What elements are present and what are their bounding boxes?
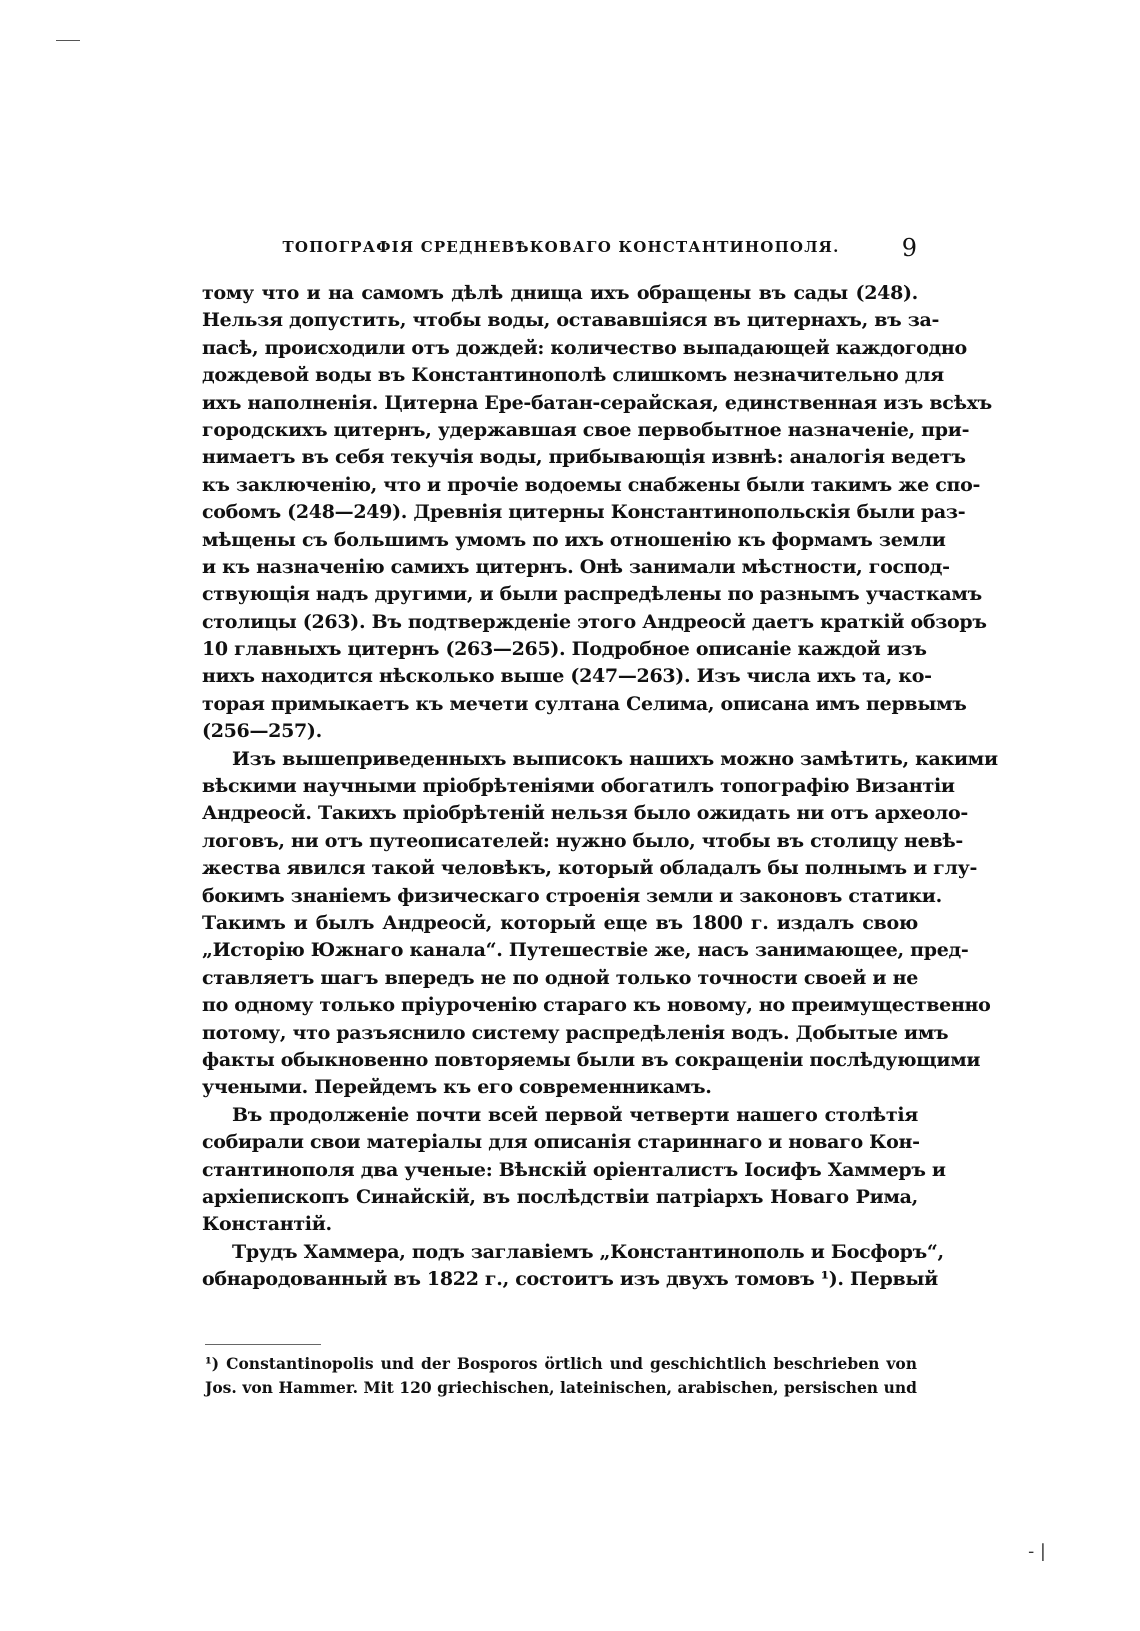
text-line: дождевой воды въ Константинополѣ слишкомъ незначительно для: [202, 364, 944, 387]
text-line: „Исторію Южнаго канала“. Путешествіе же, насъ занимающее, пред-: [202, 939, 969, 962]
text-line: вѣскими научными пріобрѣтеніями обогатилъ топографію Византіи: [202, 775, 955, 798]
running-head: ТОПОГРАФІЯ СРЕДНЕВѢКОВАГО КОНСТАНТИНОПОЛЯ.: [282, 238, 840, 256]
text-line: торая примыкаетъ къ мечети султана Селима, описана имъ первымъ: [202, 692, 967, 715]
text-line: архіепископъ Синайскій, въ послѣдствіи патріархъ Новаго Рима,: [202, 1185, 918, 1208]
text-line: Константій.: [202, 1213, 332, 1236]
page-header: [205, 234, 917, 264]
text-line: обнародованный въ 1822 г., состоитъ изъ двухъ томовъ ¹). Первый: [202, 1268, 938, 1291]
text-line: собомъ (248—249). Древнія цитерны Константинопольскія были раз-: [202, 501, 966, 524]
footnote-line: ¹) Constantinopolis und der Bosporos örtlich und geschichtlich beschrieben von: [205, 1354, 917, 1373]
text-line: логовъ, ни отъ путеописателей: нужно было, чтобы въ столицу невѣ-: [202, 829, 963, 852]
text-line: Трудъ Хаммера, подъ заглавіемъ „Константинополь и Босфоръ“,: [232, 1240, 944, 1263]
text-line: тому что и на самомъ дѣлѣ днища ихъ обращены въ сады (248).: [202, 282, 918, 304]
text-line: Такимъ и былъ Андреосй, который еще въ 1800 г. издалъ свою: [202, 911, 918, 934]
footnote: [205, 1352, 917, 1400]
text-line: Въ продолженіе почти всей первой четверти нашего столѣтія: [232, 1103, 918, 1126]
text-line: мѣщены съ большимъ умомъ по ихъ отношенію къ формамъ земли: [202, 528, 946, 551]
footnote-rule: [205, 1344, 321, 1345]
text-line: по одному только пріуроченію стараго къ новому, но преимущественно: [202, 994, 991, 1017]
text-line: городскихъ цитернъ, удержавшая свое первобытное назначеніе, при-: [202, 418, 970, 441]
text-line: Андреосй. Такихъ пріобрѣтеній нельзя было ожидать ни отъ археоло-: [202, 802, 968, 825]
text-line: ихъ наполненія. Цитерна Ере-батан-серайская, единственная изъ всѣхъ: [202, 391, 992, 414]
text-line: и къ назначенію самихъ цитернъ. Онѣ занимали мѣстности, господ-: [202, 555, 950, 578]
page-number: 9: [901, 234, 917, 262]
text-line: ствующія надъ другими, и были распредѣлены по разнымъ участкамъ: [202, 583, 982, 606]
text-line: потому, что разъяснило систему распредѣленія водъ. Добытые имъ: [202, 1021, 949, 1044]
paragraph: [202, 746, 998, 1102]
paragraph: [202, 280, 992, 746]
text-line: столицы (263). Въ подтвержденіе этого Андреосй даетъ краткій обзоръ: [202, 610, 987, 633]
text-line: бокимъ знаніемъ физическаго строенія земли и законовъ статики.: [202, 884, 942, 907]
text-line: 10 главныхъ цитернъ (263—265). Подробное описаніе каждой изъ: [202, 638, 927, 661]
text-line: стантинополя два ученые: Вѣнскій оріенталистъ Іосифъ Хаммеръ и: [202, 1158, 946, 1181]
text-line: факты обыкновенно повторяемы были въ сокращеніи послѣдующими: [202, 1048, 981, 1071]
corner-mark: [56, 40, 80, 41]
text-line: собирали свои матеріалы для описанія стариннаго и новаго Кон-: [202, 1131, 920, 1154]
text-line: жества явился такой человѣкъ, который обладалъ бы полнымъ и глу-: [202, 857, 978, 880]
paragraph: [202, 1239, 944, 1294]
text-line: учеными. Перейдемъ къ его современникамъ.: [202, 1076, 712, 1099]
footnote-line: Jos. von Hammer. Mit 120 griechischen, lateinischen, arabischen, persischen und: [205, 1378, 917, 1397]
paragraph: [202, 1102, 946, 1239]
text-line: (256—257).: [202, 720, 322, 743]
text-line: нихъ находится нѣсколько выше (247—263). Изъ числа ихъ та, ко-: [202, 665, 932, 688]
text-line: нимаетъ въ себя текучія воды, прибывающія извнѣ: аналогія ведетъ: [202, 446, 966, 469]
text-line: пасѣ, происходили отъ дождей: количество выпадающей каждогодно: [202, 336, 967, 359]
body-text: [202, 280, 998, 1293]
text-line: къ заключенію, что и прочіе водоемы снабжены были такимъ же спо-: [202, 473, 981, 496]
text-line: Изъ вышеприведенныхъ выписокъ нашихъ можно замѣтить, какими: [232, 747, 998, 770]
scan-edge-marks: - |: [1028, 1541, 1046, 1562]
text-line: ставляетъ шагъ впередъ не по одной только точности своей и не: [202, 966, 918, 989]
text-line: Нельзя допустить, чтобы воды, остававшіяся въ цитернахъ, въ за-: [202, 309, 940, 332]
